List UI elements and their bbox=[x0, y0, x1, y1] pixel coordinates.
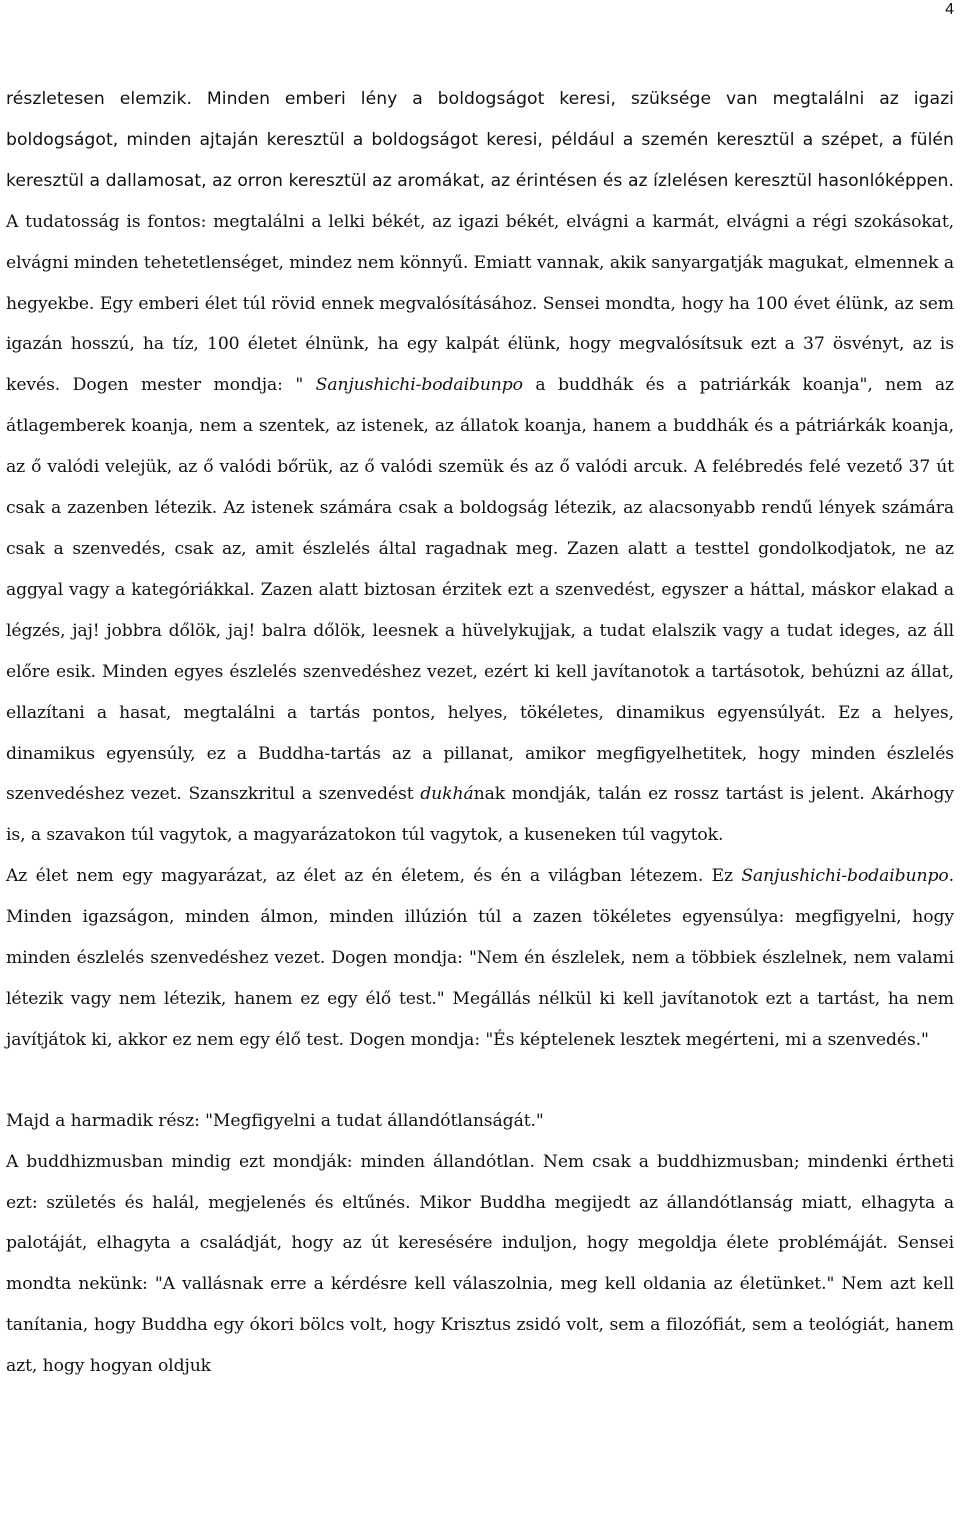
paragraph-1-italic-term-1: Sanjushichi-bodaibunpo bbox=[315, 375, 523, 396]
paragraph-1-part-1: részletesen elemzik. Minden emberi lény a boldogságot keresi, szüksége van megtalálni az igazi boldogságot, minden ajtaján keresztül a boldogságot keresi, például a szemén keresztül a szépet, a fülén keresztül a dallamosat, az orron keresztül az aromákat, az érintésen és az ízlelésen keresztül hasonlóképpen. bbox=[6, 89, 954, 191]
paragraph-4: A buddhizmusban mindig ezt mondják: minden állandótlan. Nem csak a buddhizmusban; mindenki értheti ezt: születés és halál, megjelenés és eltűnés. Mikor Buddha megijedt az állandótlanság miatt, elhagyta a palotáját, elhagyta a családját, hogy az út keresésére induljon, hogy megoldja élete problémáját. Sensei mondta nekünk: "A vallásnak erre a kérdésre kell válaszolnia, meg kell oldania az életünket." Nem azt kell tanítania, hogy Buddha egy ókori bölcs volt, hogy Krisztus zsidó volt, sem a filozófiát, sem a teológiát, hanem azt, hogy hogyan oldjuk bbox=[6, 1151, 954, 1377]
page-number: 4 bbox=[945, 1, 954, 18]
document-body bbox=[6, 79, 954, 1387]
paragraph-1-part-2: A tudatosság is fontos: megtalálni a lelki békét, az igazi békét, elvágni a karmát, elvágni a régi szokásokat, elvágni minden tehetetlenséget, mindez nem könnyű. Emiatt vannak, akik sanyargatják magukat, elmennek a hegyekbe. Egy emberi élet túl rövid ennek megvalósításához. Sensei mondta, hogy ha 100 évet élünk, az sem igazán hosszú, ha tíz, 100 életet élnünk, ha egy kalpát élünk, hogy megvalósítsuk ezt a 37 ösvényt, az is kevés. Dogen mester mondja: " bbox=[6, 211, 954, 396]
paragraph-1 bbox=[6, 79, 954, 856]
paragraph-1-part-3: a buddhák és a patriárkák koanja", nem az átlagemberek koanja, nem a szentek, az istenek, az állatok koanja, hanem a buddhák és a pátriárkák koanja, az ő valódi velejük, az ő valódi bőrük, az ő valódi szemük és az ő valódi arcuk. A felébredés felé vezető 37 út csak a zazenben létezik. Az istenek számára csak a boldogság létezik, az alacsonyabb rendű lények számára csak a szenvedés, csak az, amit észlelés által ragadnak meg. Zazen alatt a testtel gondolkodjatok, ne az aggyal vagy a kategóriákkal. Zazen alatt biztosan érzitek ezt a szenvedést, egyszer a háttal, máskor elakad a légzés, jaj! jobbra dőlök, jaj! balra dőlök, leesnek a hüvelykujjak, a tudat elalszik vagy a tudat ideges, az áll előre esik. Minden egyes észlelés szenvedéshez vezet, ezért ki kell javítanotok a tartásotok, behúzni az állat, ellazítani a hasat, megtalálni a tartás pontos, helyes, tökéletes, dinamikus egyensúlyát. Ez a helyes, dinamikus egyensúly, ez a Buddha-tartás az a pillanat, amikor megfigyelhetitek, hogy minden észlelés szenvedéshez vezet. Szanszkritul a szenvedést bbox=[6, 375, 955, 805]
paragraph-2 bbox=[6, 856, 954, 1061]
paragraph-1-italic-term-2: dukhá bbox=[420, 784, 474, 805]
paragraph-gap bbox=[6, 1061, 954, 1101]
paragraph-2-part-1: Az élet nem egy magyarázat, az élet az én életem, és én a világban létezem. Ez bbox=[6, 866, 742, 887]
paragraph-2-part-2: . Minden igazságon, minden álmon, minden illúzión túl a zazen tökéletes egyensúlya: megfigyelni, hogy minden észlelés szenvedéshez vezet. Dogen mondja: "Nem én észlelek, nem a többiek észlelnek, nem valami létezik vagy nem létezik, hanem ez egy élő test." Megállás nélkül ki kell javítanotok ezt a tartást, ha nem javítjátok ki, akkor ez nem egy élő test. Dogen mondja: "És képtelenek lesztek megérteni, mi a szenvedés." bbox=[6, 866, 954, 1050]
paragraph-1-part-4: nak mondják, talán ez rossz tartást is jelent. Akárhogy is, a szavakon túl vagytok, a magyarázatokon túl vagytok, a kuseneken túl vagytok. bbox=[6, 784, 954, 846]
paragraph-3: Majd a harmadik rész: "Megfigyelni a tudat állandótlanságát." bbox=[6, 1110, 544, 1131]
paragraph-2-italic-term: Sanjushichi-bodaibunpo bbox=[741, 866, 949, 887]
